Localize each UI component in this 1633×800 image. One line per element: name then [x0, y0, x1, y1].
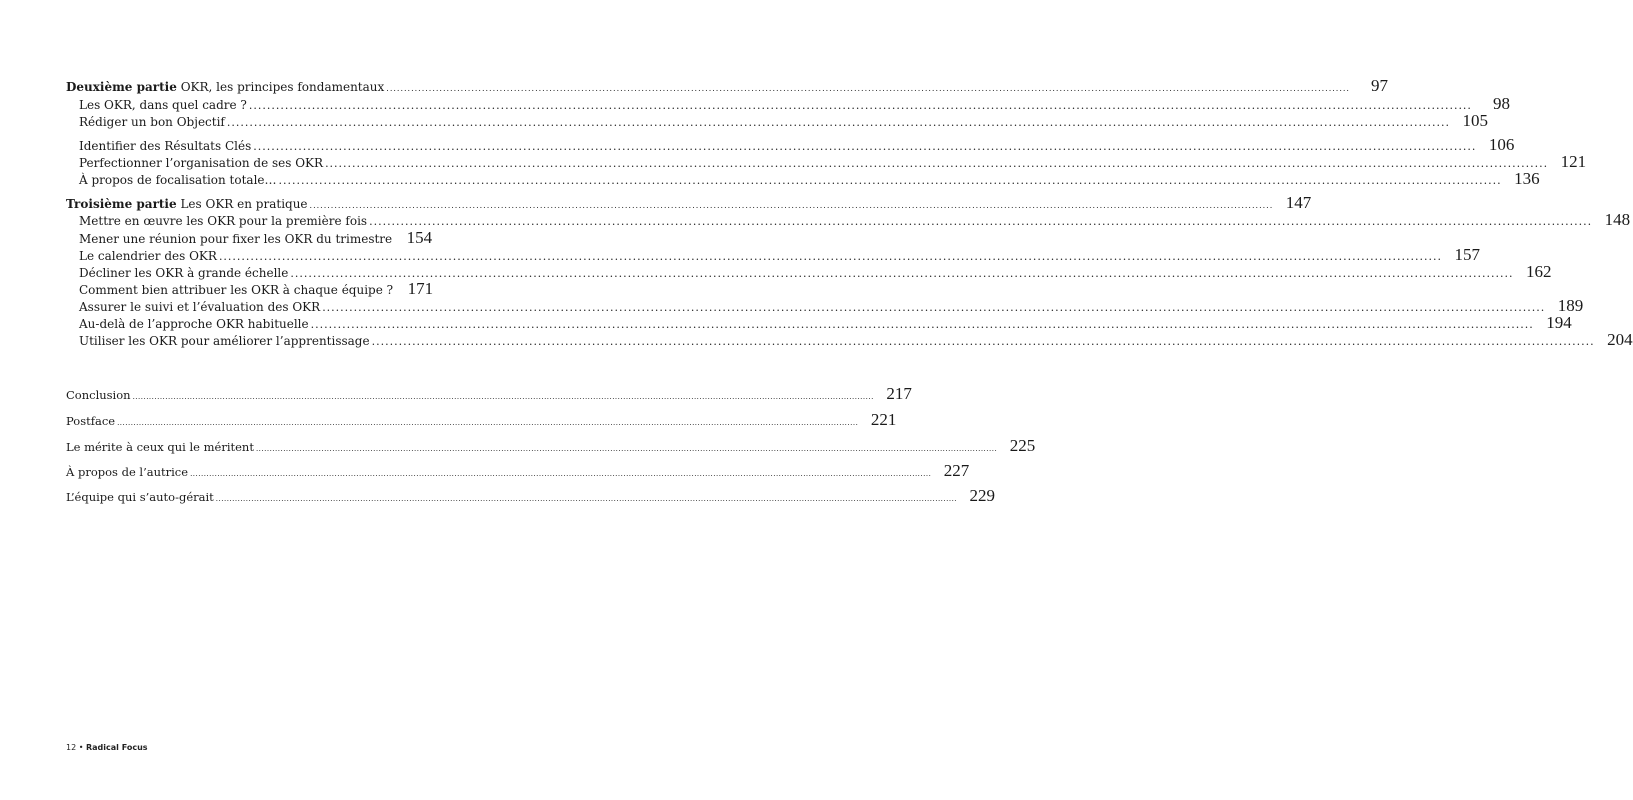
toc-entry-title: Assurer le suivi et l’évaluation des OKR — [79, 300, 321, 314]
toc-entry-title: Mettre en œuvre les OKR pour la première fois — [79, 214, 368, 228]
dot-leader — [216, 495, 957, 503]
toc-page-number: 154 — [406, 228, 433, 247]
dot-leader — [253, 140, 1476, 153]
toc-row — [66, 410, 897, 430]
toc-page-number: 121 — [1560, 152, 1587, 171]
toc-page-number: 105 — [1462, 111, 1488, 130]
toc-page-number: 98 — [1492, 94, 1510, 113]
toc-row — [66, 436, 1036, 456]
dot-leader — [311, 318, 1534, 331]
dot-leader — [310, 201, 1274, 210]
dot-leader — [117, 419, 858, 427]
dot-leader — [325, 157, 1548, 170]
toc-page-number: 221 — [870, 410, 897, 429]
dot-leader — [133, 393, 874, 401]
footer-page-number: 12 — [66, 743, 77, 752]
toc-row — [79, 111, 1488, 131]
toc-page-number: 97 — [1370, 76, 1388, 95]
toc-entry-title: L’équipe qui s’auto-gérait — [66, 490, 214, 504]
toc-entry-title: Comment bien attribuer les OKR à chaque équipe ? — [79, 283, 394, 297]
toc-entry-title: Perfectionner l’organisation de ses OKR — [79, 156, 324, 170]
footer-separator: • — [78, 743, 84, 752]
toc-entry-title: Rédiger un bon Objectif — [79, 115, 225, 129]
toc-row-part-two — [66, 76, 1388, 96]
toc-entry-title: Mener une réunion pour fixer les OKR du trimestre — [79, 232, 393, 246]
toc-page-number: 229 — [969, 486, 996, 505]
toc-page-number: 157 — [1454, 245, 1481, 264]
toc-row — [79, 210, 1631, 230]
page-footer — [66, 743, 148, 752]
toc-entry-title: Le calendrier des OKR — [79, 249, 217, 263]
toc-row — [79, 330, 1633, 350]
toc-page-number: 136 — [1514, 169, 1540, 188]
dot-leader — [227, 116, 1450, 129]
toc-page-number: 225 — [1009, 436, 1036, 455]
toc-entry-title: À propos de focalisation totale… — [79, 173, 277, 187]
toc-page-number: 227 — [943, 461, 970, 480]
toc-page-number: 162 — [1525, 262, 1552, 281]
dot-leader — [386, 84, 1350, 93]
toc-page-number: 147 — [1285, 193, 1312, 212]
part-label: Deuxième partie — [66, 80, 177, 94]
toc-entry-title — [66, 197, 308, 211]
part-label: Troisième partie — [66, 197, 177, 211]
part-title: OKR, les principes fondamentaux — [180, 80, 385, 94]
toc-entry-title: Décliner les OKR à grande échelle — [79, 266, 289, 280]
dot-leader — [290, 267, 1513, 280]
toc-entry-title: Identifier des Résultats Clés — [79, 139, 252, 153]
toc-entry-title: Le mérite à ceux qui le méritent — [66, 440, 254, 454]
toc-entry-title: Postface — [66, 414, 116, 428]
dot-leader — [279, 174, 1502, 187]
dot-leader — [369, 215, 1592, 228]
toc-row — [66, 461, 970, 481]
toc-page-number: 194 — [1546, 313, 1572, 332]
toc-page-number: 217 — [886, 384, 912, 403]
dot-leader — [249, 99, 1472, 112]
toc-entry-title: Au-delà de l’approche OKR habituelle — [79, 317, 309, 331]
toc-row — [66, 486, 996, 506]
toc-row — [66, 384, 912, 404]
toc-page-number: 189 — [1557, 296, 1584, 315]
dot-leader — [190, 470, 931, 478]
toc-entry-title: Conclusion — [66, 388, 131, 402]
toc-row — [79, 169, 1540, 189]
dot-leader — [322, 301, 1545, 314]
dot-leader — [372, 335, 1595, 348]
toc-entry-title — [66, 80, 384, 94]
toc-entry-title: À propos de l’autrice — [66, 465, 189, 479]
toc-page-number: 204 — [1607, 330, 1633, 349]
part-title: Les OKR en pratique — [180, 197, 308, 211]
dot-leader — [256, 445, 997, 453]
footer-book-title: Radical Focus — [86, 743, 148, 752]
toc-page-number: 106 — [1488, 135, 1515, 154]
toc-page-number: 171 — [407, 279, 434, 298]
toc-entry-title: Les OKR, dans quel cadre ? — [79, 98, 247, 112]
toc-entry-title: Utiliser les OKR pour améliorer l’apprentissage — [79, 334, 370, 348]
toc-page-number: 148 — [1604, 210, 1631, 229]
